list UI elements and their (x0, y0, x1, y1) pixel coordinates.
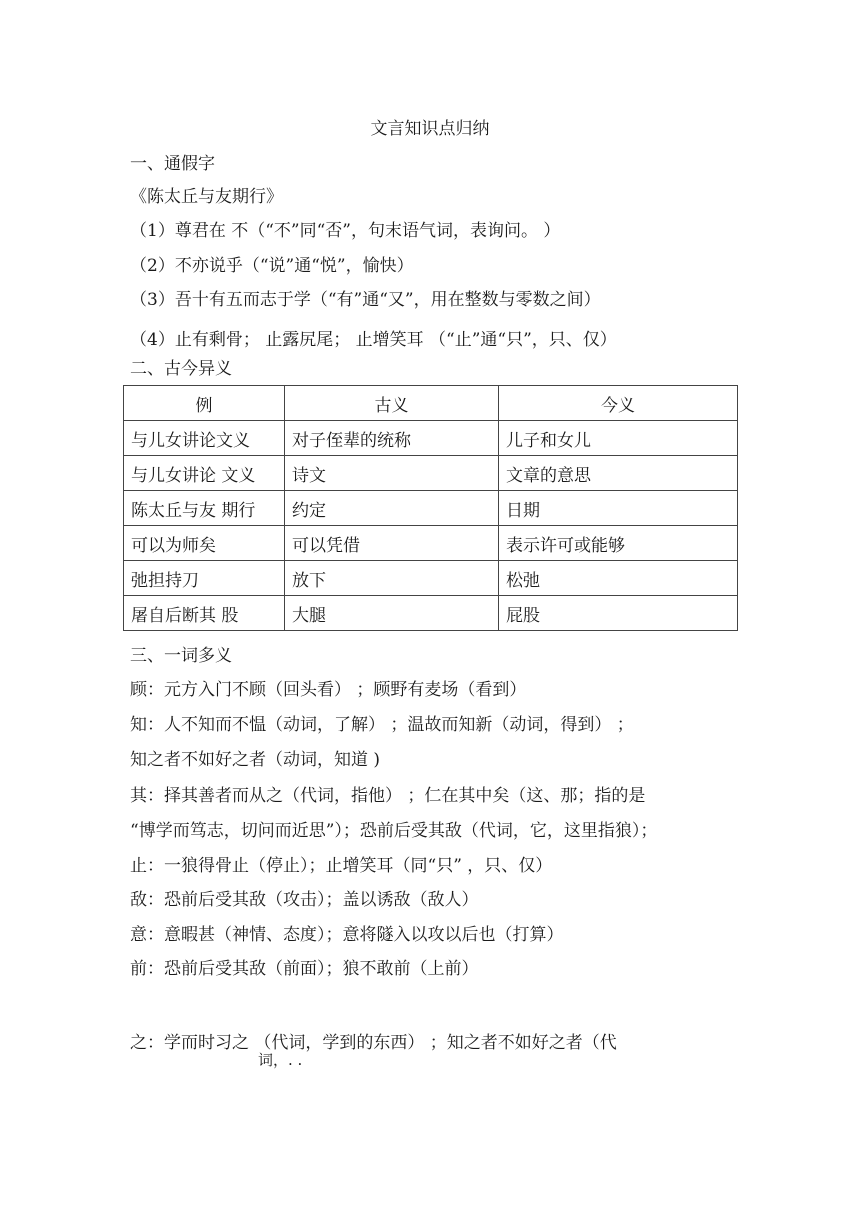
polysemy-line: 止：一狼得骨止（停止）；止增笑耳（同“只” ，只、仅） (130, 856, 553, 876)
table-cell: 对子侄辈的统称 (285, 421, 499, 456)
table-cell: 屠自后断其 股 (124, 596, 285, 631)
table-header-row (124, 386, 738, 421)
polysemy-line: 意：意暇甚（神情、态度）；意将隧入以攻以后也（打算） (130, 925, 564, 945)
table-row (124, 456, 738, 491)
table-cell: 可以凭借 (285, 526, 499, 561)
table-header-cell: 今义 (499, 386, 738, 421)
tongjiazi-item: （1）尊君在 不（“不”同“否”，句末语气词，表询问。 ） (130, 221, 561, 241)
table-cell: 陈太丘与友 期行 (124, 491, 285, 526)
section-heading-gujin: 二、古今异义 (130, 359, 232, 379)
table-cell: 与儿女讲论 文义 (124, 456, 285, 491)
table-cell: 约定 (285, 491, 499, 526)
gujin-table (123, 385, 738, 631)
polysemy-line: 前：恐前后受其敌（前面）；狼不敢前（上前） (130, 959, 479, 979)
tongjiazi-item: （2）不亦说乎（“说”通“悦”，愉快） (130, 256, 414, 276)
table-cell: 放下 (285, 561, 499, 596)
table-row (124, 561, 738, 596)
polysemy-line-zhi-wrap: 词，. . (258, 1051, 303, 1069)
section-heading-tongjiazi: 一、通假字 (130, 154, 215, 174)
polysemy-line: 知之者不如好之者（动词，知道 ) (130, 750, 381, 770)
table-cell: 诗文 (285, 456, 499, 491)
table-row (124, 526, 738, 561)
table-cell: 屁股 (499, 596, 738, 631)
table-row (124, 491, 738, 526)
table-cell: 可以为师矣 (124, 526, 285, 561)
polysemy-line: 顾：元方入门不顾（回头看） ；顾野有麦场（看到） (130, 680, 527, 700)
table-cell: 与儿女讲论文义 (124, 421, 285, 456)
table-cell: 弛担持刀 (124, 561, 285, 596)
polysemy-line: 知：人不知而不愠（动词，了解） ；温故而知新（动词，得到） ； (130, 715, 634, 735)
table-header-cell: 例 (124, 386, 285, 421)
table-row (124, 421, 738, 456)
polysemy-line: 其：择其善者而从之（代词，指他） ；仁在其中矣（这、那；指的是 (130, 786, 646, 806)
table-header-cell: 古义 (285, 386, 499, 421)
source-title: 《陈太丘与友期行》 (130, 187, 283, 207)
page-title: 文言知识点归纳 (370, 119, 490, 139)
tongjiazi-item: （3）吾十有五而志于学（“有”通“又”，用在整数与零数之间） (130, 290, 601, 310)
table-cell: 日期 (499, 491, 738, 526)
table-cell: 大腿 (285, 596, 499, 631)
section-heading-yiciduoyi: 三、一词多义 (130, 646, 232, 666)
polysemy-line: 敌：恐前后受其敌（攻击）；盖以诱敌（敌人） (130, 890, 479, 910)
polysemy-line: “博学而笃志，切问而近思”）；恐前后受其敌（代词，它，这里指狼）； (130, 821, 658, 841)
table-row (124, 596, 738, 631)
polysemy-line-zhi: 之：学而时习之 （代词，学到的东西） ；知之者不如好之者（代 (130, 1033, 617, 1053)
tongjiazi-item: （4）止有剩骨； 止露尻尾； 止增笑耳 （“止”通“只”，只、仅） (130, 330, 617, 350)
table-cell: 松弛 (499, 561, 738, 596)
table-cell: 儿子和女儿 (499, 421, 738, 456)
table-cell: 文章的意思 (499, 456, 738, 491)
table-cell: 表示许可或能够 (499, 526, 738, 561)
